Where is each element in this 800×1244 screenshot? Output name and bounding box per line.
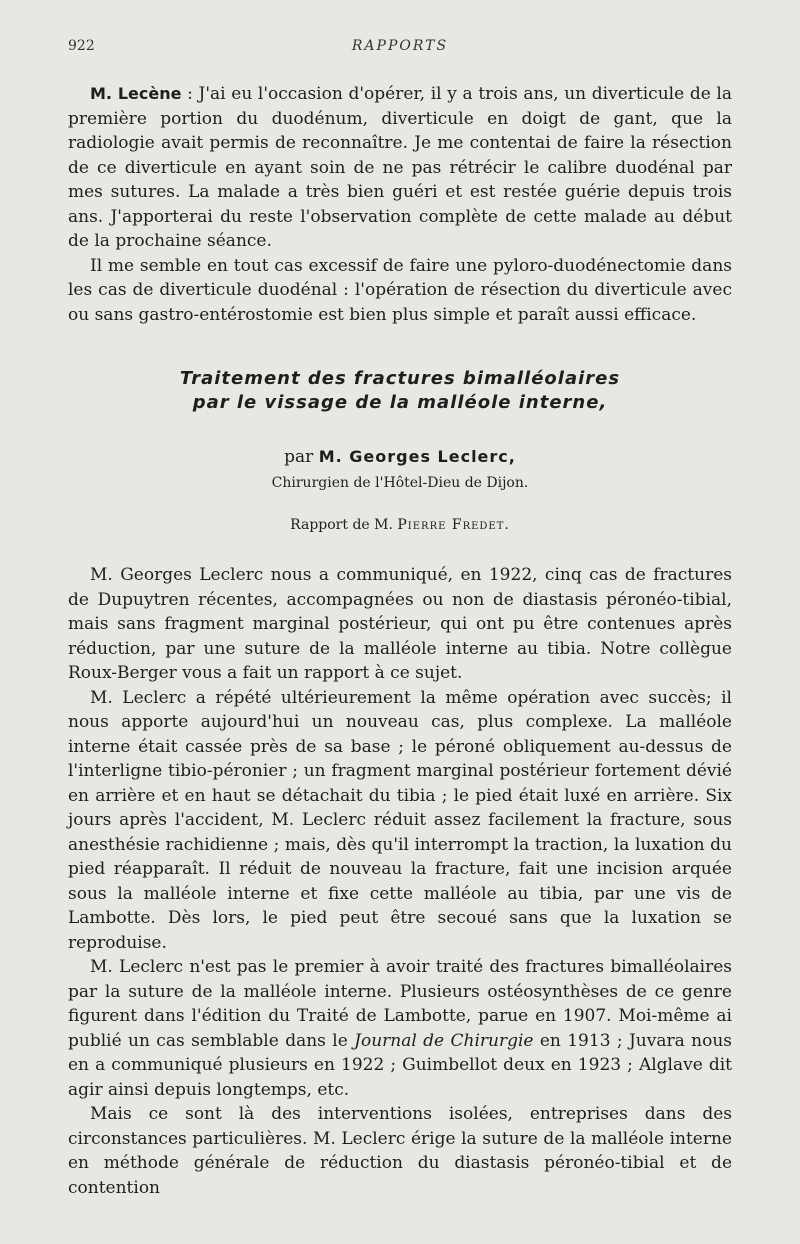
author-name: M. Georges Leclerc, <box>318 447 516 466</box>
reporter-name: Pierre Fredet. <box>397 517 510 533</box>
discussion-text: : J'ai eu l'occasion d'opérer, il y a trois ans, un diverticule de la première portion du duodénum, diverticule en doigt de gant, que la radiologie avait permis de reconnaître. Je me contentai de faire la résection de ce diverticule en ayant soin de ne pas rétrécir le calibre duodénal par mes sutures. La malade a très bien guéri et est restée guérie depuis trois ans. J'apporterai du reste l'observation complète de cette malade au début de la prochaine séance. <box>68 84 732 251</box>
section-title: RAPPORTS <box>351 38 449 54</box>
body-paragraph <box>68 955 732 1102</box>
speaker-name: M. Lecène <box>90 84 182 103</box>
page-number: 922 <box>68 38 95 54</box>
body-paragraph: M. Leclerc a répété ultérieurement la même opération avec succès; il nous apporte aujourd'hui un nouveau cas, plus complexe. La malléole interne était cassée près de sa base ; le péroné obliquement au-dessus de l'interligne tibio-péronier ; un fragment marginal postérieur fortement dévié en arrière et en haut se détachait du tibia ; le pied était luxé en arrière. Six jours après l'accident, M. Leclerc réduit assez facilement la fracture, sous anesthésie rachidienne ; mais, dès qu'il interrompt la traction, la luxation du pied réapparaît. Il réduit de nouveau la fracture, fait une incision arquée sous la malléole interne et fixe cette malléole au tibia, par une vis de Lambotte. Dès lors, le pied peut être secoué sans que la luxation se reproduise. <box>68 687 732 953</box>
body-paragraph: Mais ce sont là des interventions isolées, entreprises dans des circonstances particulières. M. Leclerc érige la suture de la malléole interne en méthode générale de réduction du diastasis péronéo-tibial et de contention <box>68 1104 732 1198</box>
report-prefix: Rapport de M. <box>290 517 398 533</box>
body-text: en 1913 ; Juvara nous en a communiqué plusieurs en 1922 ; Guimbellot deux en 1923 ; Alglave dit agir ainsi depuis longtemps, etc. <box>68 1030 732 1100</box>
byline <box>68 445 732 469</box>
byline-prefix: par <box>284 447 319 467</box>
author-affiliation: Chirurgien de l'Hôtel-Dieu de Dijon. <box>271 475 529 491</box>
discussion-section <box>68 82 732 327</box>
running-header <box>68 38 732 60</box>
article-title-line: Traitement des fractures bimalléolaires <box>179 368 621 389</box>
discussion-paragraph: Il me semble en tout cas excessif de faire une pyloro-duodénectomie dans les cas de diverticule duodénal : l'opération de résection du diverticule avec ou sans gastro-entérostomie est bien plus simple et paraît aussi efficace. <box>68 255 732 325</box>
discussion-paragraph <box>68 82 732 254</box>
body-paragraph: M. Georges Leclerc nous a communiqué, en 1922, cinq cas de fractures de Dupuytren récentes, accompagnées ou non de diastasis péronéo-tibial, mais sans fragment marginal postérieur, qui ont pu être contenues après réduction, par une suture de la malléole interne au tibia. Notre collègue Roux-Berger vous a fait un rapport à ce sujet. <box>68 565 732 683</box>
journal-title: Journal de Chirurgie <box>354 1030 534 1051</box>
article-body <box>68 563 732 1200</box>
article-title-line: par le vissage de la malléole interne, <box>192 392 608 413</box>
article-title <box>68 367 732 415</box>
article-header <box>68 367 732 535</box>
report-line <box>68 515 732 535</box>
body-text: M. Leclerc n'est pas le premier à avoir traité des fractures bimalléolaires par la suture de la malléole interne. Plusieurs ostéosynthèses de ce genre figurent dans l'édition du Traité de Lambotte, parue en 1907. Moi-même ai publié un cas semblable dans le <box>68 957 732 1051</box>
